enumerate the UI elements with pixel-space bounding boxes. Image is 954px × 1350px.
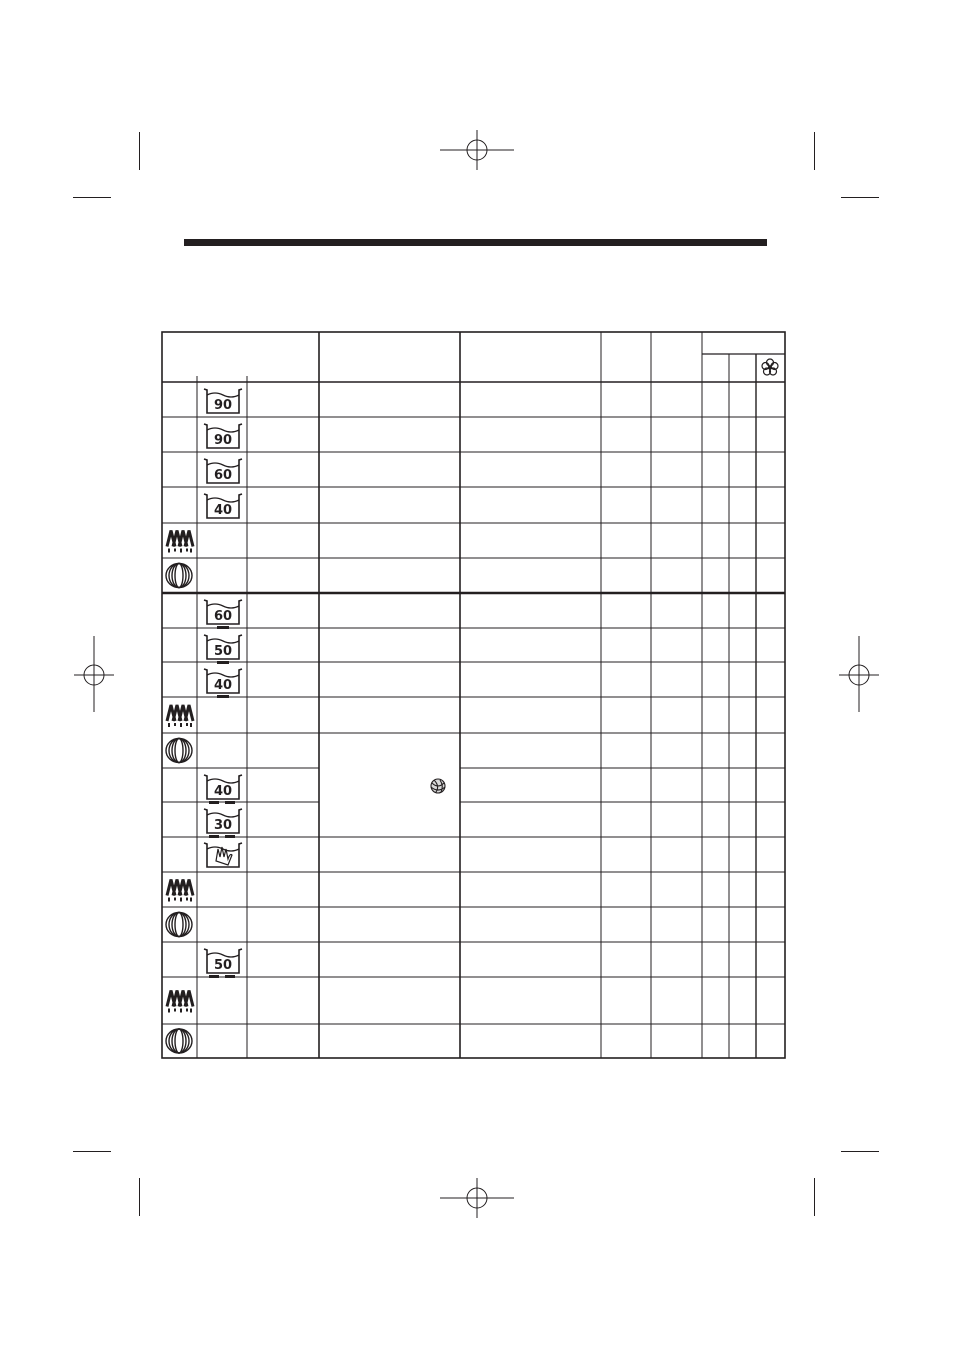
washtub-40-icon xyxy=(204,494,242,518)
rinse-icon xyxy=(167,880,193,902)
rinse-icon xyxy=(167,991,193,1013)
washtub-40-icon xyxy=(204,669,242,698)
gentle-bar xyxy=(209,835,219,838)
gentle-bar xyxy=(209,801,219,804)
temperature-label: 30 xyxy=(213,818,233,833)
temperature-label: 40 xyxy=(213,678,233,693)
gentle-bar xyxy=(225,975,235,978)
washtub-90-icon xyxy=(204,424,242,448)
wool-ball-icon xyxy=(431,779,445,793)
spin-icon xyxy=(166,1029,192,1053)
temperature-label: 40 xyxy=(213,784,233,799)
gentle-bar xyxy=(217,695,229,698)
washtub-50-icon xyxy=(204,635,242,664)
temperature-label: 60 xyxy=(213,609,233,624)
gentle-bar xyxy=(225,835,235,838)
washtub-40-icon xyxy=(204,775,242,804)
washtub-60-icon xyxy=(204,459,242,483)
spin-icon xyxy=(166,739,192,763)
washtub-50-icon xyxy=(204,949,242,978)
gentle-bar xyxy=(217,661,229,664)
spin-icon xyxy=(166,913,192,937)
temperature-label: 50 xyxy=(213,958,233,973)
gentle-bar xyxy=(209,975,219,978)
flower-softener-icon xyxy=(762,359,778,375)
rinse-icon xyxy=(167,531,193,553)
temperature-label: 50 xyxy=(213,644,233,659)
handwash-icon xyxy=(204,843,242,867)
gentle-bar xyxy=(217,626,229,629)
washtub-60-icon xyxy=(204,600,242,629)
temperature-label: 90 xyxy=(213,433,233,448)
temperature-label: 60 xyxy=(213,468,233,483)
gentle-bar xyxy=(225,801,235,804)
temperature-label: 40 xyxy=(213,503,233,518)
temperature-label: 90 xyxy=(213,398,233,413)
rinse-icon xyxy=(167,705,193,727)
washtub-90-icon xyxy=(204,389,242,413)
washtub-30-icon xyxy=(204,809,242,838)
spin-icon xyxy=(166,564,192,588)
